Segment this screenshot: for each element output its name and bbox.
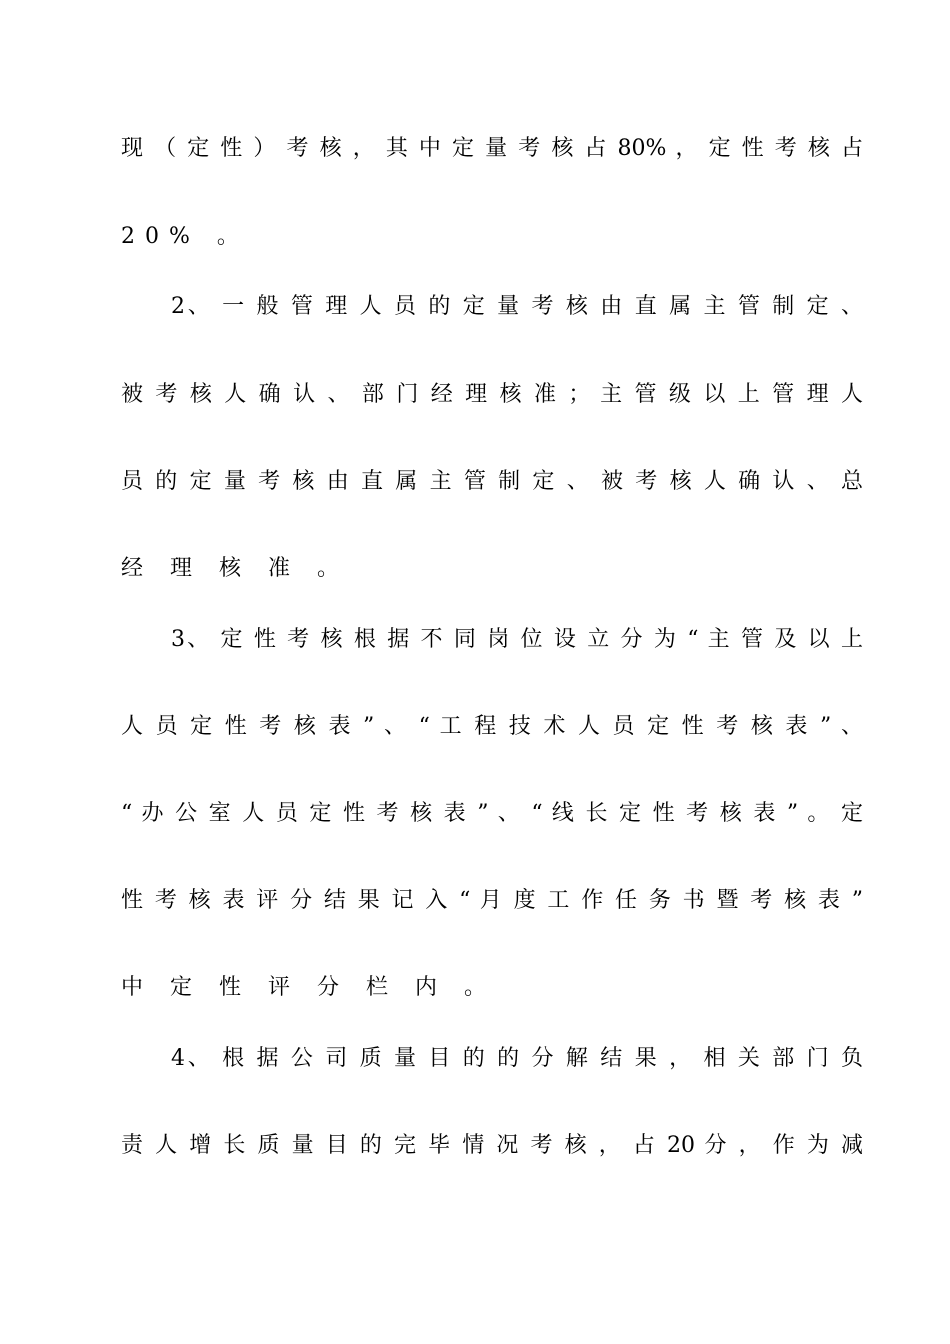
- text-line-13: 责 人 增 长 质 量 目 的 完 毕 情 况 考 核 ， 占 20 分 ， 作 为 减: [121, 1133, 863, 1158]
- text-line-4: 被 考 核 人 确 认 、 部 门 经 理 核 准 ； 主 管 级 以 上 管 理 人: [121, 382, 863, 407]
- text-line-5: 员 的 定 量 考 核 由 直 属 主 管 制 定 、 被 考 核 人 确 认 、 总: [121, 469, 863, 494]
- text-line-9: “ 办 公 室 人 员 定 性 考 核 表 ” 、 “ 线 长 定 性 考 核 表 ” 。 定: [121, 801, 863, 826]
- text-line-8: 人 员 定 性 考 核 表 ” 、 “ 工 程 技 术 人 员 定 性 考 核 表 ” 、: [121, 714, 863, 739]
- text-line-11: 中 定 性 评 分 栏 内 。: [121, 975, 496, 1000]
- text-line-10: 性 考 核 表 评 分 结 果 记 入 “ 月 度 工 作 任 务 书 暨 考 核 表 ”: [121, 888, 863, 913]
- text-line-2: 20% 。: [121, 224, 249, 249]
- paragraph-4-line-1: 4、 根 据 公 司 质 量 目 的 的 分 解 结 果 ， 相 关 部 门 负: [171, 1046, 863, 1071]
- text-line-6: 经 理 核 准 。: [121, 556, 349, 581]
- paragraph-3-line-1: 3、 定 性 考 核 根 据 不 同 岗 位 设 立 分 为 “ 主 管 及 以 上: [171, 627, 863, 652]
- paragraph-2-line-1: 2、 一 般 管 理 人 员 的 定 量 考 核 由 直 属 主 管 制 定 、: [171, 294, 863, 319]
- text-line-1: 现 （ 定 性 ） 考 核 ， 其 中 定 量 考 核 占 80% ， 定 性 考 核 占: [121, 136, 863, 161]
